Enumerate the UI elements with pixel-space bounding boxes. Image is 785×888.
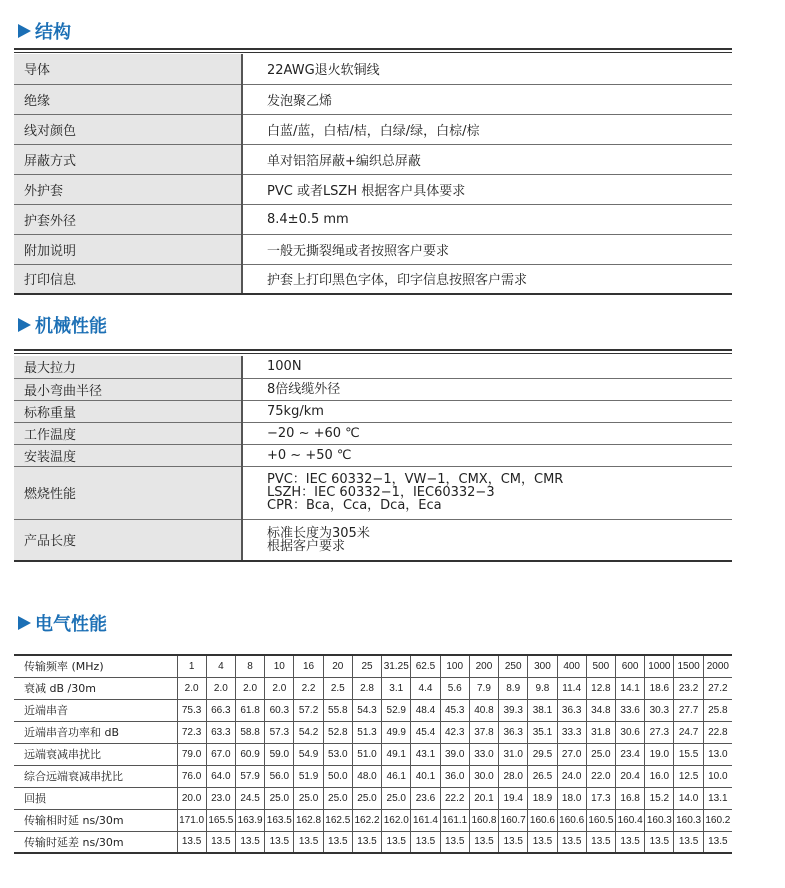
row-label: 远端衰减串扰比 <box>14 743 177 765</box>
value-cell: 13.5 <box>557 831 586 853</box>
section-title-text: 结构 <box>35 22 71 43</box>
value-cell: 23.2 <box>674 677 703 699</box>
value-cell: 25.0 <box>323 787 352 809</box>
table-row <box>14 699 732 721</box>
table-row <box>14 400 732 422</box>
value-cell: 2.0 <box>177 677 206 699</box>
value-cell: 16.0 <box>645 765 674 787</box>
value-cell: 31.8 <box>586 721 615 743</box>
table-header-row <box>14 655 732 677</box>
value-cell: 12.5 <box>674 765 703 787</box>
value-cell: 64.0 <box>206 765 235 787</box>
value-cell: 27.3 <box>645 721 674 743</box>
value-cell: 63.3 <box>206 721 235 743</box>
value-cell: 25.0 <box>586 743 615 765</box>
value-cell: 160.2 <box>703 809 732 831</box>
value-cell: 163.9 <box>235 809 264 831</box>
value-cell: 7.9 <box>469 677 498 699</box>
value-cell: 34.8 <box>586 699 615 721</box>
value-cell: 2.0 <box>206 677 235 699</box>
value-cell: 42.3 <box>440 721 469 743</box>
table-row <box>14 444 732 466</box>
value-cell: 13.5 <box>294 831 323 853</box>
value-cell: 40.1 <box>411 765 440 787</box>
frequency-cell: 16 <box>294 655 323 677</box>
table-row <box>14 378 732 400</box>
value-cell: 160.8 <box>469 809 498 831</box>
value-cell: 66.3 <box>206 699 235 721</box>
row-value: 22AWG退火软铜线 <box>242 54 732 84</box>
value-cell: 33.3 <box>557 721 586 743</box>
value-cell: 8.9 <box>499 677 528 699</box>
value-cell: 171.0 <box>177 809 206 831</box>
value-cell: 20.0 <box>177 787 206 809</box>
value-cell: 23.6 <box>411 787 440 809</box>
value-cell: 13.0 <box>703 743 732 765</box>
value-cell: 52.8 <box>323 721 352 743</box>
value-cell: 15.2 <box>645 787 674 809</box>
value-cell: 15.5 <box>674 743 703 765</box>
row-value: 单对铝箔屏蔽+编织总屏蔽 <box>242 144 732 174</box>
value-cell: 26.5 <box>528 765 557 787</box>
frequency-cell: 8 <box>235 655 264 677</box>
value-cell: 56.0 <box>265 765 294 787</box>
value-cell: 67.0 <box>206 743 235 765</box>
value-cell: 48.0 <box>352 765 381 787</box>
value-cell: 79.0 <box>177 743 206 765</box>
value-cell: 19.4 <box>499 787 528 809</box>
row-key: 打印信息 <box>14 264 242 294</box>
value-cell: 160.5 <box>586 809 615 831</box>
value-cell: 13.5 <box>469 831 498 853</box>
value-cell: 30.3 <box>645 699 674 721</box>
value-cell: 36.0 <box>440 765 469 787</box>
length-line-1: 标准长度为305米 <box>267 525 370 541</box>
table-row <box>14 204 732 234</box>
section-title-text: 机械性能 <box>35 316 107 337</box>
frequency-cell: 62.5 <box>411 655 440 677</box>
value-cell: 13.5 <box>645 831 674 853</box>
section-title-structure <box>18 18 71 44</box>
value-cell: 36.3 <box>499 721 528 743</box>
frequency-cell: 25 <box>352 655 381 677</box>
row-value: 白蓝/蓝，白桔/桔，白绿/绿，白棕/棕 <box>242 114 732 144</box>
section-rule <box>14 48 732 53</box>
value-cell: 72.3 <box>177 721 206 743</box>
value-cell: 13.5 <box>528 831 557 853</box>
value-cell: 25.0 <box>294 787 323 809</box>
row-value: 8倍线缆外径 <box>242 378 732 400</box>
value-cell: 16.8 <box>616 787 645 809</box>
row-label: 衰减 dB /30m <box>14 677 177 699</box>
value-cell: 9.8 <box>528 677 557 699</box>
row-value: 75kg/km <box>242 400 732 422</box>
value-cell: 45.4 <box>411 721 440 743</box>
value-cell: 43.1 <box>411 743 440 765</box>
frequency-cell: 1 <box>177 655 206 677</box>
flame-line-1: PVC：IEC 60332−1，VW−1，CMX，CM，CMR <box>267 472 564 487</box>
mechanical-table <box>14 356 732 562</box>
value-cell: 57.9 <box>235 765 264 787</box>
value-cell: 22.8 <box>703 721 732 743</box>
row-value: 护套上打印黑色字体，印字信息按照客户需求 <box>242 264 732 294</box>
row-label: 综合远端衰减串扰比 <box>14 765 177 787</box>
table-row <box>14 234 732 264</box>
value-cell: 37.8 <box>469 721 498 743</box>
row-label: 近端串音 <box>14 699 177 721</box>
frequency-cell: 300 <box>528 655 557 677</box>
value-cell: 27.7 <box>674 699 703 721</box>
table-row <box>14 743 732 765</box>
value-cell: 14.1 <box>616 677 645 699</box>
frequency-cell: 600 <box>616 655 645 677</box>
value-cell: 162.8 <box>294 809 323 831</box>
value-cell: 4.4 <box>411 677 440 699</box>
value-cell: 49.1 <box>382 743 411 765</box>
value-cell: 14.0 <box>674 787 703 809</box>
value-cell: 24.7 <box>674 721 703 743</box>
value-cell: 33.6 <box>616 699 645 721</box>
table-row <box>14 114 732 144</box>
value-cell: 161.4 <box>411 809 440 831</box>
frequency-cell: 200 <box>469 655 498 677</box>
value-cell: 18.9 <box>528 787 557 809</box>
value-cell: 49.9 <box>382 721 411 743</box>
value-cell: 5.6 <box>440 677 469 699</box>
value-cell: 13.5 <box>177 831 206 853</box>
table-row <box>14 144 732 174</box>
value-cell: 45.3 <box>440 699 469 721</box>
value-cell: 30.0 <box>469 765 498 787</box>
value-cell: 57.3 <box>265 721 294 743</box>
frequency-cell: 20 <box>323 655 352 677</box>
frequency-cell: 250 <box>499 655 528 677</box>
value-cell: 59.0 <box>265 743 294 765</box>
value-cell: 160.7 <box>499 809 528 831</box>
flame-line-3: CPR：Bca，Cca，Dca，Eca <box>267 498 442 513</box>
value-cell: 25.8 <box>703 699 732 721</box>
table-row <box>14 677 732 699</box>
value-cell: 52.9 <box>382 699 411 721</box>
header-label: 传输频率 (MHz) <box>14 655 177 677</box>
value-cell: 13.5 <box>499 831 528 853</box>
row-label: 近端串音功率和 dB <box>14 721 177 743</box>
value-cell: 24.0 <box>557 765 586 787</box>
value-cell: 162.5 <box>323 809 352 831</box>
value-cell: 61.8 <box>235 699 264 721</box>
row-key: 最大拉力 <box>14 356 242 378</box>
row-value: PVC 或者LSZH 根据客户具体要求 <box>242 174 732 204</box>
frequency-cell: 400 <box>557 655 586 677</box>
table-row <box>14 356 732 378</box>
value-cell: 20.4 <box>616 765 645 787</box>
value-cell: 161.1 <box>440 809 469 831</box>
row-label: 传输时延差 ns/30m <box>14 831 177 853</box>
value-cell: 160.6 <box>557 809 586 831</box>
row-key: 标称重量 <box>14 400 242 422</box>
value-cell: 160.3 <box>674 809 703 831</box>
structure-table <box>14 54 732 295</box>
value-cell: 13.5 <box>703 831 732 853</box>
frequency-cell: 1000 <box>645 655 674 677</box>
row-key: 外护套 <box>14 174 242 204</box>
section-title-text: 电气性能 <box>35 614 107 635</box>
value-cell: 48.4 <box>411 699 440 721</box>
value-cell: 10.0 <box>703 765 732 787</box>
triangle-bullet-icon <box>18 318 31 332</box>
value-cell: 36.3 <box>557 699 586 721</box>
table-row <box>14 174 732 204</box>
value-cell: 13.5 <box>235 831 264 853</box>
table-row <box>14 809 732 831</box>
value-cell: 24.5 <box>235 787 264 809</box>
value-cell: 54.2 <box>294 721 323 743</box>
section-title-electrical <box>18 610 107 636</box>
value-cell: 29.5 <box>528 743 557 765</box>
value-cell: 25.0 <box>265 787 294 809</box>
value-cell: 39.3 <box>499 699 528 721</box>
value-cell: 30.6 <box>616 721 645 743</box>
frequency-cell: 2000 <box>703 655 732 677</box>
table-row <box>14 721 732 743</box>
row-key: 工作温度 <box>14 422 242 444</box>
value-cell: 2.2 <box>294 677 323 699</box>
value-cell: 51.0 <box>352 743 381 765</box>
value-cell: 35.1 <box>528 721 557 743</box>
value-cell: 2.8 <box>352 677 381 699</box>
value-cell: 22.2 <box>440 787 469 809</box>
row-value <box>242 519 732 561</box>
value-cell: 13.5 <box>323 831 352 853</box>
value-cell: 162.2 <box>352 809 381 831</box>
value-cell: 51.3 <box>352 721 381 743</box>
value-cell: 18.6 <box>645 677 674 699</box>
table-row <box>14 422 732 444</box>
row-key: 安装温度 <box>14 444 242 466</box>
value-cell: 57.2 <box>294 699 323 721</box>
value-cell: 17.3 <box>586 787 615 809</box>
value-cell: 13.5 <box>440 831 469 853</box>
value-cell: 46.1 <box>382 765 411 787</box>
row-value <box>242 466 732 519</box>
frequency-cell: 500 <box>586 655 615 677</box>
value-cell: 13.5 <box>411 831 440 853</box>
value-cell: 25.0 <box>352 787 381 809</box>
table-row <box>14 787 732 809</box>
value-cell: 23.0 <box>206 787 235 809</box>
table-row <box>14 264 732 294</box>
row-key: 产品长度 <box>14 519 242 561</box>
value-cell: 20.1 <box>469 787 498 809</box>
triangle-bullet-icon <box>18 616 31 630</box>
value-cell: 54.9 <box>294 743 323 765</box>
row-value: −20 ~ +60 ℃ <box>242 422 732 444</box>
table-row <box>14 54 732 84</box>
row-label: 传输相时延 ns/30m <box>14 809 177 831</box>
value-cell: 27.2 <box>703 677 732 699</box>
value-cell: 13.5 <box>616 831 645 853</box>
value-cell: 51.9 <box>294 765 323 787</box>
value-cell: 22.0 <box>586 765 615 787</box>
value-cell: 60.3 <box>265 699 294 721</box>
value-cell: 13.5 <box>586 831 615 853</box>
value-cell: 75.3 <box>177 699 206 721</box>
value-cell: 13.5 <box>206 831 235 853</box>
value-cell: 58.8 <box>235 721 264 743</box>
value-cell: 2.5 <box>323 677 352 699</box>
electrical-table <box>14 654 732 854</box>
row-key: 附加说明 <box>14 234 242 264</box>
row-key: 屏蔽方式 <box>14 144 242 174</box>
value-cell: 50.0 <box>323 765 352 787</box>
frequency-cell: 1500 <box>674 655 703 677</box>
row-value: +0 ~ +50 ℃ <box>242 444 732 466</box>
flame-line-2: LSZH：IEC 60332−1，IEC60332−3 <box>267 485 495 500</box>
length-line-2: 根据客户要求 <box>267 538 346 554</box>
row-key: 线对颜色 <box>14 114 242 144</box>
value-cell: 25.0 <box>382 787 411 809</box>
value-cell: 28.0 <box>499 765 528 787</box>
value-cell: 165.5 <box>206 809 235 831</box>
row-value: 发泡聚乙烯 <box>242 84 732 114</box>
table-row <box>14 466 732 519</box>
value-cell: 54.3 <box>352 699 381 721</box>
value-cell: 55.8 <box>323 699 352 721</box>
table-row <box>14 765 732 787</box>
value-cell: 160.6 <box>528 809 557 831</box>
table-row <box>14 519 732 561</box>
row-key: 护套外径 <box>14 204 242 234</box>
row-key: 绝缘 <box>14 84 242 114</box>
value-cell: 13.1 <box>703 787 732 809</box>
value-cell: 39.0 <box>440 743 469 765</box>
row-key: 最小弯曲半径 <box>14 378 242 400</box>
value-cell: 13.5 <box>382 831 411 853</box>
row-label: 回损 <box>14 787 177 809</box>
value-cell: 2.0 <box>235 677 264 699</box>
value-cell: 23.4 <box>616 743 645 765</box>
section-rule <box>14 349 732 354</box>
value-cell: 19.0 <box>645 743 674 765</box>
value-cell: 162.0 <box>382 809 411 831</box>
value-cell: 13.5 <box>265 831 294 853</box>
frequency-cell: 10 <box>265 655 294 677</box>
value-cell: 33.0 <box>469 743 498 765</box>
row-value: 8.4±0.5 mm <box>242 204 732 234</box>
row-key: 燃烧性能 <box>14 466 242 519</box>
value-cell: 31.0 <box>499 743 528 765</box>
value-cell: 160.4 <box>616 809 645 831</box>
value-cell: 11.4 <box>557 677 586 699</box>
value-cell: 12.8 <box>586 677 615 699</box>
value-cell: 3.1 <box>382 677 411 699</box>
table-row <box>14 831 732 853</box>
table-row <box>14 84 732 114</box>
value-cell: 13.5 <box>674 831 703 853</box>
value-cell: 76.0 <box>177 765 206 787</box>
row-value: 一般无撕裂绳或者按照客户要求 <box>242 234 732 264</box>
value-cell: 2.0 <box>265 677 294 699</box>
value-cell: 60.9 <box>235 743 264 765</box>
value-cell: 18.0 <box>557 787 586 809</box>
frequency-cell: 31.25 <box>382 655 411 677</box>
value-cell: 27.0 <box>557 743 586 765</box>
value-cell: 13.5 <box>352 831 381 853</box>
value-cell: 160.3 <box>645 809 674 831</box>
value-cell: 38.1 <box>528 699 557 721</box>
section-title-mechanical <box>18 312 107 338</box>
value-cell: 163.5 <box>265 809 294 831</box>
row-key: 导体 <box>14 54 242 84</box>
frequency-cell: 100 <box>440 655 469 677</box>
frequency-cell: 4 <box>206 655 235 677</box>
row-value: 100N <box>242 356 732 378</box>
value-cell: 40.8 <box>469 699 498 721</box>
triangle-bullet-icon <box>18 24 31 38</box>
value-cell: 53.0 <box>323 743 352 765</box>
